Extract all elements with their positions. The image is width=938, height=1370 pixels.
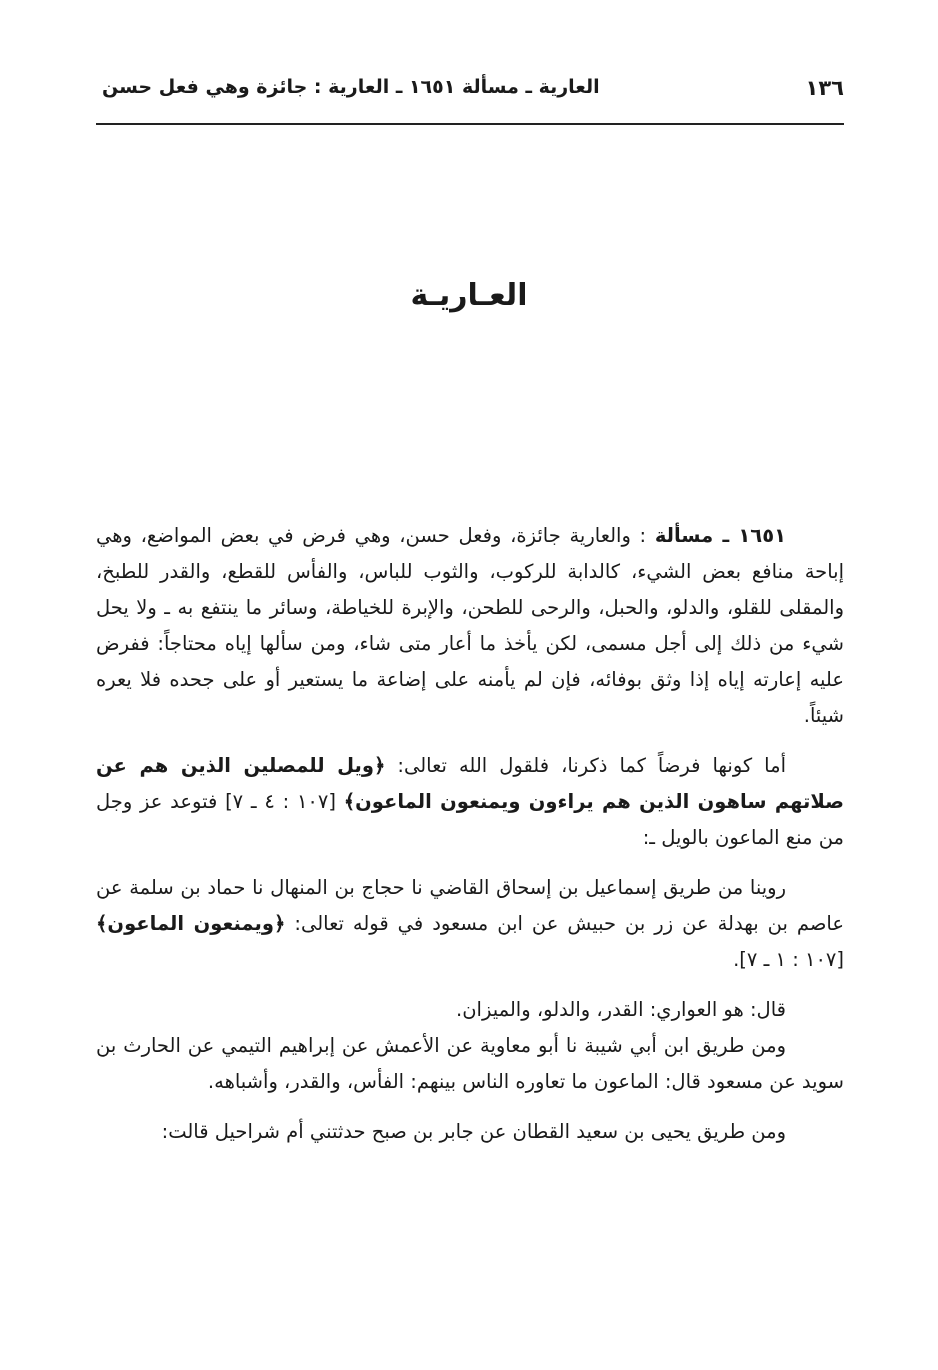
paragraph-lead: روينا من طريق إسماعيل بن إسحاق القاضي نا حجاج بن المنهال نا حماد بن سلمة عن عاصم بن بهدلة عن زر بن حبيش عن ابن مسعود في قوله تعالى: (96, 876, 844, 935)
running-head: العارية ـ مسألة ١٦٥١ ـ العارية : جائزة وهي فعل حسن (102, 76, 600, 98)
issue-number: ١٦٥١ ـ مسألة (654, 524, 786, 547)
paragraph-narration-2 (96, 1028, 844, 1100)
paragraph-text: ومن طريق ابن أبي شيبة نا أبو معاوية عن الأعمش عن إبراهيم التيمي عن الحارث بن سويد عن مسعود قال: الماعون ما تعاوره الناس بينهم: الفأس، والقدر، وأشباهه. (96, 1034, 844, 1093)
header-rule (96, 123, 844, 125)
verse-reference: [١٠٧ : ١ ـ ٧]. (733, 948, 844, 971)
chapter-title: العـاريـة (410, 278, 528, 313)
paragraph-text: : والعارية جائزة، وفعل حسن، وهي فرض في بعض المواضع، وهي إباحة منافع بعض الشيء، كالدابة للركوب، والثوب للباس، والفأس للقطع، والقدر للطبخ، والمقلى للقلو، والدلو، والحبل، والرحى للطحن، والإبرة للخياطة، وسائر ما ينتفع به ـ ولا يحل شيء من ذلك إلى أجل مسمى، لكن يأخذ ما أعار متى شاء، ومن سألها إياه محتاجاً: ففرض عليه إعارته إياه إذا وثق بوفائه، فإن لم يأمنه على إضاعة ما يستعير أو على جحده فلا يعره شيئاً. (96, 524, 844, 727)
paragraph-lead: أما كونها فرضاً كما ذكرنا، فلقول الله تعالى: (397, 754, 786, 777)
page-header (96, 70, 844, 110)
paragraph-saying (96, 992, 844, 1028)
quran-quote: ﴿ويل للمصلين الذين هم عن صلاتهم ساهون الذين هم يراءون ويمنعون الماعون﴾ (96, 754, 845, 813)
quran-quote: ﴿ويمنعون الماعون﴾ (96, 912, 286, 935)
paragraph-tail: فتوعد عز وجل من منع الماعون بالويل ـ: (96, 790, 844, 849)
paragraph-obligation (96, 748, 844, 856)
paragraph-text: ومن طريق يحيى بن سعيد القطان عن جابر بن صبح حدثتني أم شراحيل قالت: (161, 1120, 786, 1143)
paragraph-narration-1 (96, 870, 844, 978)
verse-reference: [١٠٧ : ٤ ـ ٧] (225, 790, 336, 813)
page-number: ١٣٦ (805, 76, 844, 100)
paragraph-issue-1651 (96, 518, 844, 734)
paragraph-narration-3 (96, 1114, 844, 1150)
paragraph-text: قال: هو العواري: القدر، والدلو، والميزان. (456, 998, 786, 1021)
body-text (96, 518, 844, 1150)
